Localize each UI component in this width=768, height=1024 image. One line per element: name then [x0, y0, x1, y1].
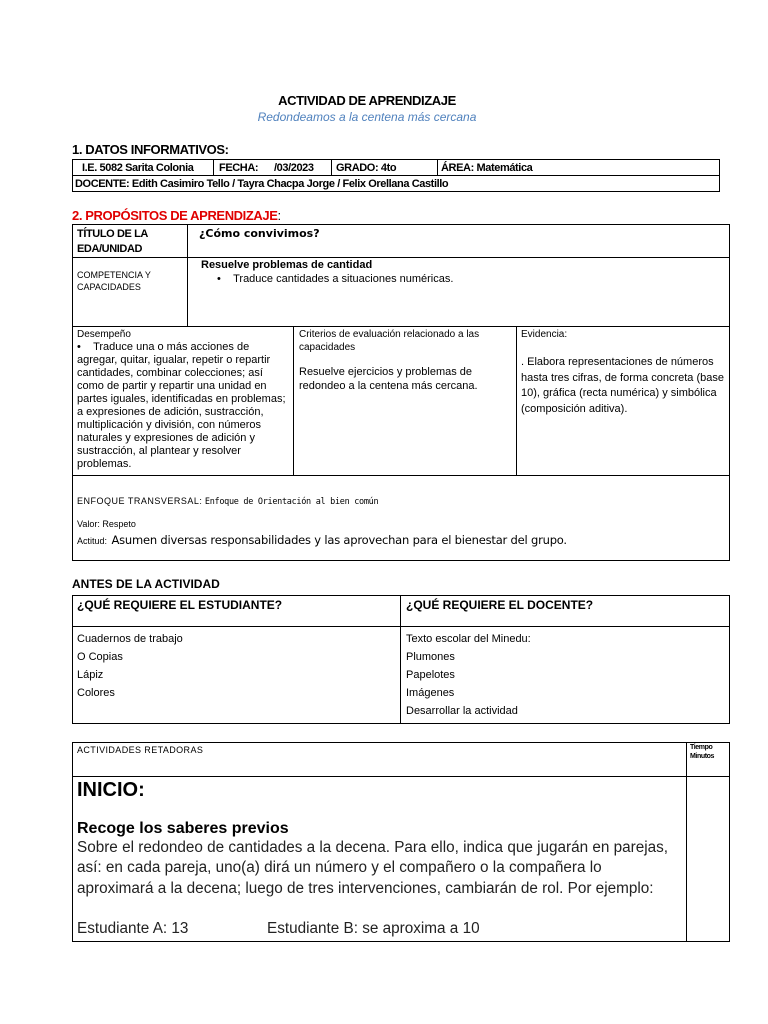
grado: GRADO: 4to [336, 162, 397, 174]
minutos-label: Minutos [690, 753, 715, 760]
actividades-header: ACTIVIDADES RETADORAS [77, 745, 204, 755]
tiempo-label: Tiempo [690, 744, 713, 751]
school-name: I.E. 5082 Sarita Colonia [82, 162, 194, 174]
actitud-label: Actitud: [77, 536, 108, 546]
enfoque-label: ENFOQUE TRANSVERSAL: [77, 496, 203, 506]
col-docente-header: ¿QUÉ REQUIERE EL DOCENTE? [406, 598, 594, 612]
ejemplo-estudiante-b: Estudiante B: se aproxima a 10 [267, 920, 480, 937]
competencia-bullet-text: Traduce cantidades a situaciones numéricas. [233, 273, 454, 285]
antes-heading: ANTES DE LA ACTIVIDAD [72, 577, 220, 591]
desempeno-body: Traduce una o más acciones de agregar, quitar, igualar, repetir o repartir cantidades, combinar colecciones; así como de partir y repartir una unidad en partes iguales, identificadas en problemas; a expresiones de adición, sustracción, multiplicación y división, con números naturales y expresiones de adición y sustracción, al plantear y resolver problemas. [77, 341, 286, 470]
evidencia-label: Evidencia: [521, 329, 568, 340]
ejemplo-estudiante-a: Estudiante A: 13 [77, 920, 189, 937]
enfoque-value: Enfoque de Orientación al bien común [204, 497, 379, 507]
titulo-value: ¿Cómo convivimos? [199, 227, 320, 240]
bullet-icon: • [217, 273, 221, 285]
desempeno-text [77, 341, 289, 471]
evidencia-text: . Elabora representaciones de números hasta tres cifras, de forma concreta (base 10), gráfica (recta numérica) y simbólica (composición aditiva). [521, 356, 724, 415]
competencia-label [77, 269, 151, 293]
bullet-icon: • [77, 341, 94, 353]
enfoque [77, 495, 378, 508]
list-item: Lápiz [77, 669, 104, 681]
docente-list [406, 630, 531, 720]
valor [77, 518, 136, 530]
inicio-heading: INICIO: [77, 779, 145, 801]
criterios-label: Criterios de evaluación relacionado a las capacidades [299, 329, 480, 353]
competencia-label-line1: COMPETENCIA Y [77, 270, 151, 280]
fecha-label: FECHA: [219, 162, 259, 174]
titulo-label [77, 227, 148, 257]
list-item: Plumones [406, 651, 455, 663]
titulo-label-line1: TÍTULO DE LA [77, 228, 148, 240]
area: ÁREA: Matemática [441, 162, 533, 174]
list-item: Texto escolar del Minedu: [406, 633, 531, 645]
fecha-value: /03/2023 [274, 162, 314, 174]
list-item: Colores [77, 687, 115, 699]
saberes-heading: Recoge los saberes previos [77, 820, 289, 837]
competencia-title: Resuelve problemas de cantidad [201, 259, 373, 271]
titulo-label-line2: EDA/UNIDAD [77, 243, 143, 255]
competencia-bullet [217, 273, 453, 286]
propositos-heading [72, 208, 281, 223]
propositos-heading-colon: : [277, 208, 281, 223]
actitud [77, 531, 567, 549]
tiempo-header [690, 743, 714, 761]
document-subtitle: Redondeamos a la centena más cercana [257, 110, 477, 124]
list-item: Imágenes [406, 687, 455, 699]
criterios-text: Resuelve ejercicios y problemas de redondeo a la centena más cercana. [299, 366, 478, 392]
valor-label: Valor: [77, 519, 100, 529]
list-item: O Copias [77, 651, 123, 663]
datos-heading: 1. DATOS INFORMATIVOS: [72, 142, 229, 157]
propositos-heading-text: 2. PROPÓSITOS DE APRENDIZAJE [72, 208, 278, 223]
valor-value: Respeto [102, 519, 136, 529]
list-item: Desarrollar la actividad [406, 705, 518, 717]
competencia-label-line2: CAPACIDADES [77, 282, 141, 292]
docente: DOCENTE: Edith Casimiro Tello / Tayra Chacpa Jorge / Felix Orellana Castillo [75, 178, 449, 190]
list-item: Cuadernos de trabajo [77, 633, 183, 645]
document-title: ACTIVIDAD DE APRENDIZAJE [278, 93, 456, 108]
desempeno-label: Desempeño [77, 329, 131, 340]
estudiante-list [77, 630, 183, 702]
inicio-paragraph: Sobre el redondeo de cantidades a la decena. Para ello, indica que jugarán en parejas, así: en cada pareja, uno(a) dirá un número y el compañero o la compañera lo aproximará a la decena; luego de tres intervenciones, cambiarán de rol. Por ejemplo: [77, 839, 669, 897]
col-estudiante-header: ¿QUÉ REQUIERE EL ESTUDIANTE? [77, 598, 283, 612]
list-item: Papelotes [406, 669, 455, 681]
actitud-value: Asumen diversas responsabilidades y las aprovechan para el bienestar del grupo. [111, 533, 567, 547]
